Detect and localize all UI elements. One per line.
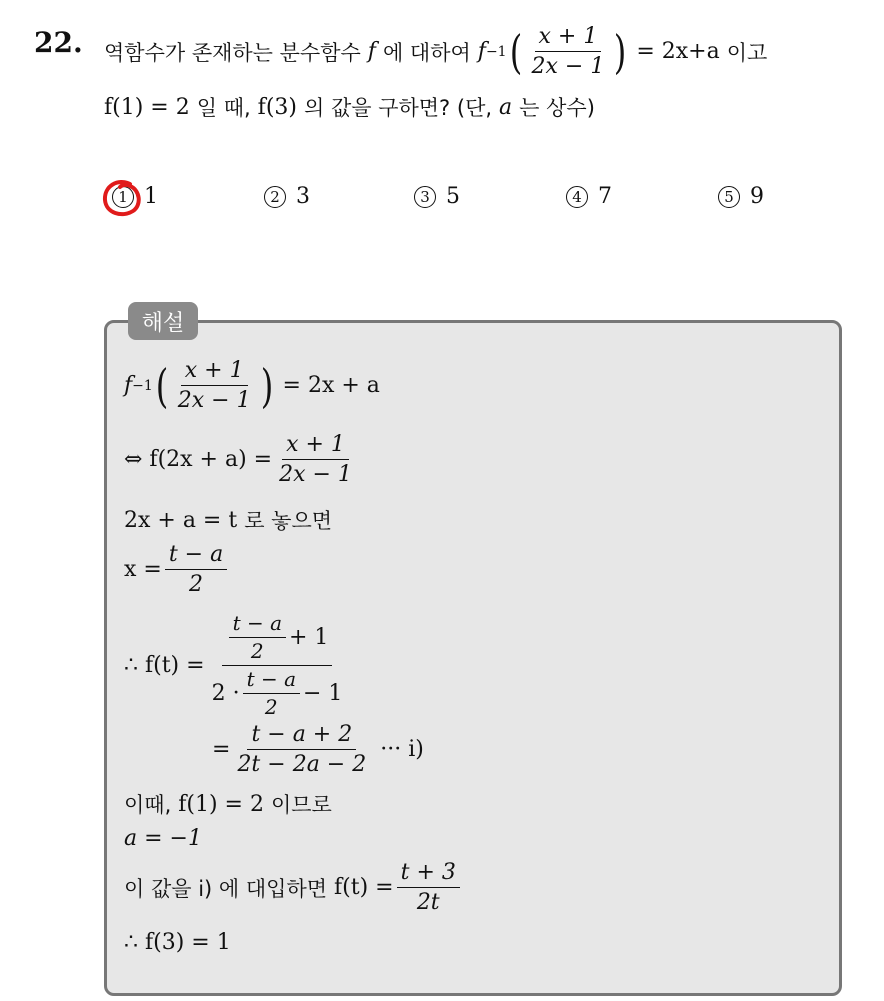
fraction-denominator: 2x − 1	[279, 462, 352, 488]
question-line-1: 역함수가 존재하는 분수함수 f 에 대하여 f −1 ( $\frac{x + 1}{2x - 1}$ ) = 2x+a 이고	[104, 24, 768, 80]
plus-one: + 1	[289, 624, 329, 650]
fraction	[165, 542, 227, 598]
fraction-numerator: x + 1	[535, 24, 602, 52]
fraction-denominator	[208, 666, 347, 719]
solution-text: 이때,	[124, 793, 172, 817]
solution-line-3	[124, 505, 332, 535]
fraction-denominator: 2x − 1	[177, 388, 251, 414]
question-text: 이고	[726, 40, 768, 65]
inner-denominator: 2	[264, 695, 278, 719]
function-f: f	[367, 39, 376, 65]
solution-text: 이 값을 ⅰ) 에 대입하면	[124, 876, 328, 901]
inverse-exponent: −1	[132, 377, 153, 394]
question-text: 에 대하여	[382, 40, 471, 65]
choice-number-circle: 4	[566, 186, 588, 208]
target-value: f(3)	[257, 94, 297, 120]
solution-line-1: f −1 ( $\frac{x + 1}{2x - 1}$ ) = 2x + a	[124, 358, 380, 414]
choice-number-circle: 5	[718, 186, 740, 208]
fraction-numerator: x + 1	[181, 358, 248, 386]
solution-line-9	[124, 860, 463, 916]
complex-fraction	[208, 612, 347, 719]
choice-value: 5	[446, 184, 460, 209]
solution-line-10: ∴ f(3) = 1	[124, 930, 231, 955]
choice-number-circle: 3	[414, 186, 436, 208]
solution-line-2	[124, 432, 359, 488]
choice-value: 1	[144, 184, 158, 209]
choice-value: 9	[750, 184, 764, 209]
inverse-f: f	[477, 39, 486, 65]
solution-line-4	[124, 542, 230, 598]
fraction-numerator: x + 1	[282, 432, 349, 460]
question-text: 는 상수)	[519, 96, 595, 120]
fraction-denominator: 2t	[416, 890, 440, 916]
equation-lhs: ⇔ f(2x + a) =	[124, 447, 273, 473]
choice-3[interactable]	[414, 184, 460, 209]
equals: =	[212, 737, 231, 763]
condition: f(1) = 2	[178, 791, 264, 817]
solution-text: 로 놓으면	[244, 509, 333, 533]
solution-line-5	[124, 612, 349, 719]
answer-circle-mark	[100, 178, 144, 220]
choice-4[interactable]	[566, 184, 612, 209]
choice-2[interactable]	[264, 184, 310, 209]
equation-lhs: f(t) =	[334, 875, 394, 901]
fraction-denominator: 2x − 1	[531, 54, 605, 80]
minus-one: − 1	[303, 680, 343, 706]
choice-5[interactable]	[718, 184, 764, 209]
choice-value: 3	[296, 184, 310, 209]
solution-line-7	[124, 789, 332, 819]
fraction-numerator: t − a + 2	[247, 722, 356, 750]
fraction	[174, 358, 255, 414]
equation-lhs: ∴ f(t) =	[124, 653, 205, 678]
fraction	[397, 860, 460, 916]
inverse-exponent: −1	[485, 43, 507, 60]
equation-rhs: = 2x + a	[282, 373, 380, 399]
solution-text: 이므로	[270, 793, 332, 817]
solution-line-6	[212, 722, 424, 778]
solution-tag: 해설	[128, 302, 198, 340]
fraction-denominator: 2	[189, 572, 204, 598]
fraction	[528, 24, 609, 80]
question-line-2	[104, 92, 595, 122]
fraction-numerator: t + 3	[397, 860, 460, 888]
fraction	[233, 722, 370, 778]
question-text: 의 값을 구하면? (단,	[303, 96, 493, 120]
condition: f(1) = 2	[104, 94, 190, 120]
inner-denominator: 2	[250, 639, 264, 663]
fraction	[275, 432, 356, 488]
equation-label: ··· ⅰ)	[380, 737, 424, 763]
substitution: 2x + a = t	[124, 507, 238, 533]
fraction-numerator: t − a	[165, 542, 227, 570]
choice-value: 7	[598, 184, 612, 209]
two-times: 2 ·	[211, 680, 240, 706]
inverse-f: f	[124, 373, 133, 399]
equation-rhs: = 2x+a	[636, 39, 720, 65]
equation-lhs: x =	[124, 557, 162, 583]
inner-numerator: t − a	[243, 668, 300, 694]
inner-numerator: t − a	[229, 612, 286, 638]
choice-number-circle: 1	[112, 186, 134, 208]
question-text: 일 때,	[196, 96, 251, 120]
question-text: 역함수가 존재하는 분수함수	[104, 40, 361, 65]
fraction-numerator	[222, 612, 333, 666]
constant-a: a	[499, 94, 513, 120]
question-number: 22.	[34, 26, 83, 59]
solution-line-8: a = −1	[124, 826, 202, 851]
fraction-denominator: 2t − 2a − 2	[237, 752, 367, 778]
choice-number-circle: 2	[264, 186, 286, 208]
